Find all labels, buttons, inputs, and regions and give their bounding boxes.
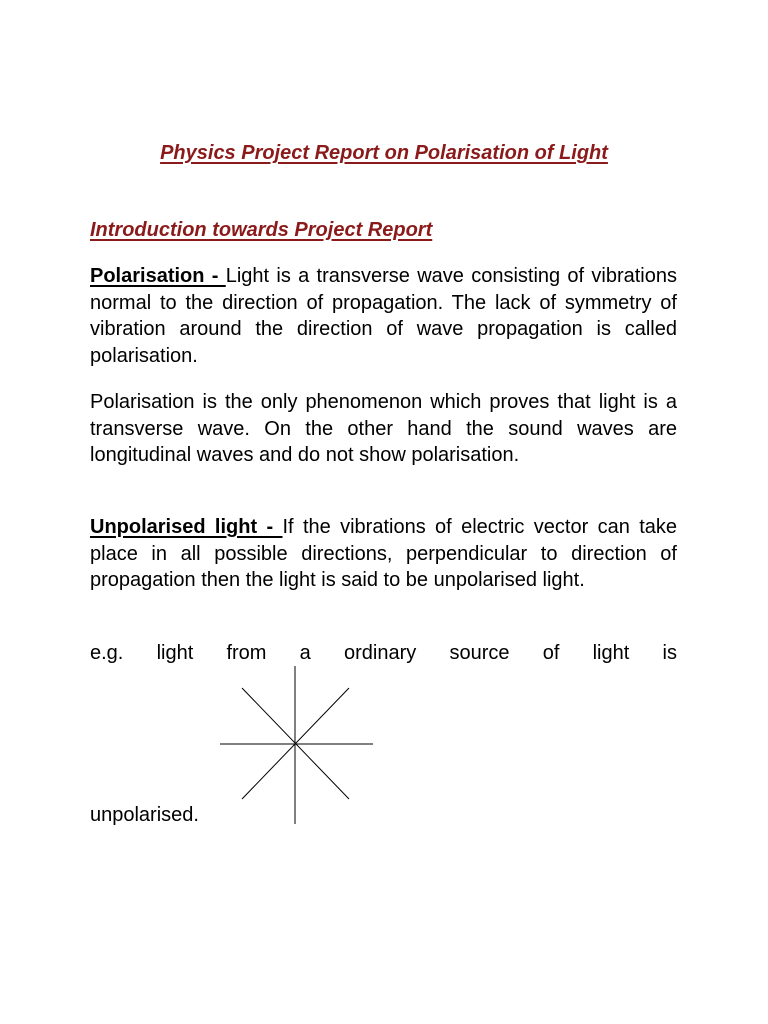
- example-word: source: [449, 642, 510, 664]
- example-line: [90, 640, 677, 667]
- unpolarised-vibration-diagram: [218, 666, 375, 824]
- paragraph-transverse-text: Polarisation is the only phenomenon which proves that light is a transverse wave. On the other hand the sound waves are longitudinal waves and do not show polarisation.: [90, 391, 677, 466]
- example-word: light: [156, 642, 194, 664]
- paragraph-transverse: [90, 389, 677, 469]
- example-tail: unpolarised.: [90, 804, 199, 826]
- paragraph-unpolarised: [90, 514, 677, 594]
- example-word: e.g.: [90, 642, 124, 664]
- paragraph-polarisation: [90, 263, 677, 369]
- paragraph-polarisation-text: Light is a transverse wave consisting of vibrations normal to the direction of propagation. The lack of symmetry of vibration around the direction of wave propagation is called polarisation.: [90, 265, 678, 367]
- example-word: ordinary: [344, 642, 417, 664]
- example-word: is: [662, 642, 677, 664]
- term-polarisation: Polarisation -: [90, 265, 226, 287]
- example-word: of: [542, 642, 560, 664]
- section-heading: Introduction towards Project Report: [90, 219, 433, 241]
- paragraph-unpolarised-text: If the vibrations of electric vector can take place in all possible directions, perpendicular to direction of propagation then the light is said to be unpolarised light.: [90, 516, 677, 591]
- term-unpolarised-light: Unpolarised light -: [90, 516, 283, 538]
- example-word: a: [299, 642, 311, 664]
- example-word: from: [226, 642, 267, 664]
- example-word: light: [592, 642, 630, 664]
- document-title: Physics Project Report on Polarisation of Light: [160, 142, 608, 164]
